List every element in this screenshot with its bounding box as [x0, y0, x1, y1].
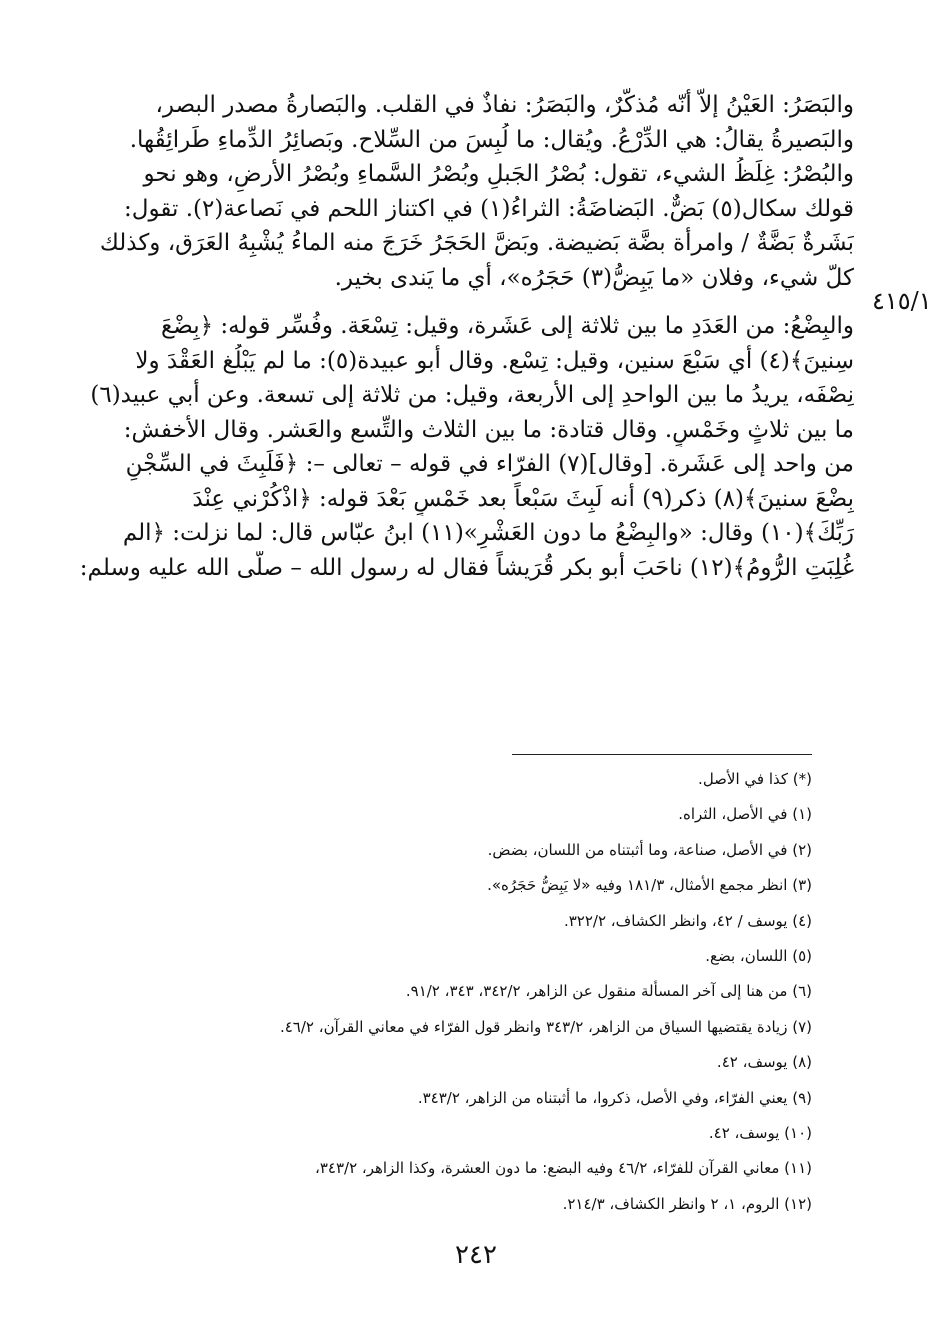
footnote: (١) في الأصل، الثراه. — [678, 805, 812, 824]
text-line: نِصْفَه، يريدُ ما بين الواحدِ إلى الأربعة، وقيل: من ثلاثة إلى تسعة. وعن أبي عبيد(٦) — [90, 382, 854, 408]
page-number: ٢٤٢ — [455, 1240, 497, 1270]
footnote: (٤) يوسف / ٤٢، وانظر الكشاف، ٣٢٢/٢. — [563, 911, 812, 930]
footnote: (٦) من هنا إلى آخر المسألة منقول عن الزاهر، ٣٤٢/٢، ٣٤٣، ٩١/٢. — [405, 982, 812, 1001]
text-line: كلّ شيء، وفلان «ما يَبِضُّ(٣) حَجَرُه»، أي ما يَندى بخير. — [334, 264, 854, 291]
text-line: رَبِّكَ﴾(١٠) وقال: «والبِضْعُ ما دون العَشْرِ»(١١) ابنُ عبّاس قال: لما نزلت: ﴿الم — [122, 520, 854, 546]
footnote: (٣) انظر مجمع الأمثال، ١٨١/٣ وفيه «لا يَبِضُّ حَجَرُه». — [487, 876, 812, 895]
paragraph-bid — [70, 309, 854, 585]
footnote: (٢) في الأصل، صناعة، وما أثبتناه من اللسان، بضض. — [487, 840, 812, 859]
footnote: (*) كذا في الأصل. — [698, 770, 812, 788]
footnote: (١١) معاني القرآن للفرّاء، ٤٦/٢ وفيه البضع: ما دون العشرة، وكذا الزاهر، ٣٤٣/٢، — [315, 1159, 812, 1178]
text-line: قولك سكال(٥) بَضٌّ. البَضاضَةُ: الثراءُ(١) في اكتناز اللحم في نَصاعة(٢). تقول: — [124, 195, 854, 222]
footnote: (١٠) يوسف، ٤٢. — [708, 1123, 812, 1142]
text-line: ما بين ثلاثٍ وخَمْسٍ. وقال قتادة: ما بين الثلاث والتِّسع والعَشر. وقال الأخفش: — [123, 416, 854, 443]
footnotes — [150, 762, 812, 1222]
text-line: من واحد إلى عَشَرة. [وقال](٧) الفرّاء في قوله – تعالى –: ﴿فَلَبِثَ في السِّجْنِ — [125, 451, 854, 477]
footnote: (٥) اللسان، بضع. — [705, 946, 812, 965]
text-line: سِنينَ﴾(٤) أي سَبْعَ سنين، وقيل: تِسْع. وقال أبو عبيدة(٥): ما لم يَبْلُغ العَقْدَ ولا — [135, 347, 854, 374]
text-line: والبَصيرةُ يقالُ: هي الدِّرْعُ. ويُقال: ما لُبِسَ من السِّلاح. وبَصائِرُ الدِّماءِ طَرائِقُها. — [129, 126, 854, 153]
footnote: (٨) يوسف، ٤٢. — [716, 1053, 812, 1072]
text-line: بَشَرةٌ بَضَّةٌ / وامرأة بضَّة بَضيضة. وبَضَّ الحَجَرُ خَرَجَ منه الماءُ يُشْبِهُ العَرَق، وكذلك — [99, 230, 854, 256]
text-line: بِضْعَ سنينَ﴾(٨) ذكر(٩) أنه لَبِثَ سَبْعاً بعد خَمْسٍ بَعْدَ قوله: ﴿اذْكُرْني عِنْدَ — [192, 485, 854, 512]
footnote-divider — [512, 754, 812, 755]
margin-reference: ٤١٥/١ — [872, 287, 932, 315]
footnote: (٧) زيادة يقتضيها السياق من الزاهر، ٣٤٣/٢ وانظر قول الفرّاء في معاني القرآن، ٤٦/٢. — [279, 1017, 812, 1036]
text-line: والبُصْرُ: غِلَظُ الشيء، تقول: بُصْرُ الجَبلِ وبُصْرُ السَّماءِ وبُصْرُ الأرضِ، وهو نحو — [143, 161, 854, 187]
text-line: غُلِبَتِ الرُّومُ﴾(١٢) ناحَبَ أبو بكر قُرَيشاً فقال له رسول الله – صلَّى الله عليه وسلم: — [79, 554, 854, 581]
text-line: والبَصَرُ: العَيْنُ إلاّ أنّه مُذكَّرٌ، والبَصَرُ: نفاذٌ في القلب. والبَصارةُ مصدر البصر، — [155, 92, 854, 118]
text-line: والبِضْعُ: من العَدَدِ ما بين ثلاثة إلى عَشَرة، وقيل: تِسْعَة. وفُسِّر قوله: ﴿بِضْعَ — [161, 313, 854, 339]
footnote: (١٢) الروم، ١، ٢ وانظر الكشاف، ٢١٤/٣. — [562, 1194, 812, 1213]
main-text — [70, 88, 854, 585]
paragraph-basar — [70, 88, 854, 295]
footnote: (٩) يعني الفرّاء، وفي الأصل، ذكروا، ما أثبتناه من الزاهر، ٣٤٣/٢. — [417, 1088, 812, 1107]
